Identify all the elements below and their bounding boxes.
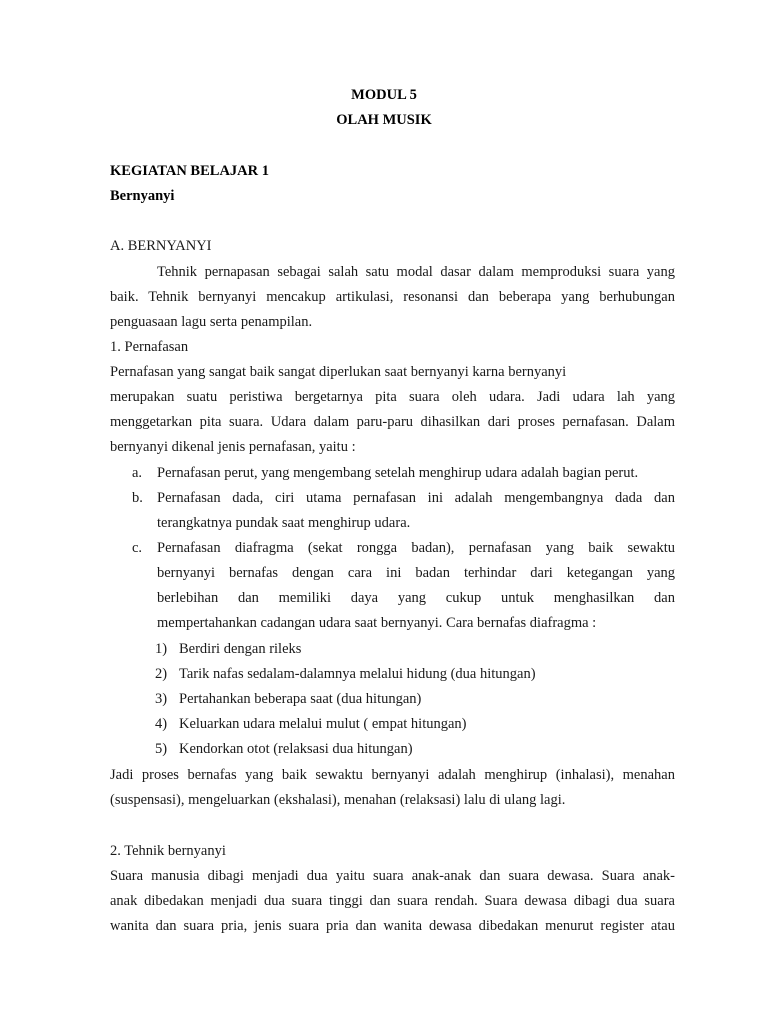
intro-line: Tehnik pernapasan sebagai salah satu modal dasar dalam memproduksi suara yang	[157, 264, 675, 280]
step-marker: 4)	[155, 716, 168, 732]
step-marker: 2)	[155, 666, 168, 682]
body-line: wanita dan suara pria, jenis suara pria dan wanita dewasa dibedakan menurut register atau	[110, 918, 675, 934]
list-marker: c.	[132, 540, 143, 556]
module-title: OLAH MUSIK	[336, 112, 432, 128]
step-text: Tarik nafas sedalam-dalamnya melalui hidung (dua hitungan)	[179, 666, 536, 682]
step-text: Pertahankan beberapa saat (dua hitungan)	[179, 691, 422, 707]
module-number: MODUL 5	[351, 87, 417, 103]
body-line: Pernafasan yang sangat baik sangat diperlukan saat bernyanyi karna bernyanyi	[110, 364, 567, 380]
body-line: bernyanyi dikenal jenis pernafasan, yaitu :	[110, 439, 356, 455]
body-line: menggetarkan pita suara. Udara dalam paru-paru dihasilkan dari proses pernafasan. Dalam	[110, 414, 675, 430]
step-text: Keluarkan udara melalui mulut ( empat hitungan)	[179, 716, 467, 732]
activity-subheading: Bernyanyi	[110, 188, 175, 204]
list-item-text: mempertahankan cadangan udara saat bernyanyi. Cara bernafas diafragma :	[157, 615, 597, 631]
intro-line: baik. Tehnik bernyanyi mencakup artikulasi, resonansi dan beberapa yang berhubungan	[110, 289, 675, 305]
step-text: Kendorkan otot (relaksasi dua hitungan)	[179, 741, 413, 757]
list-item-text: berlebihan dan memiliki daya yang cukup untuk menghasilkan dan	[157, 590, 675, 606]
conclusion-line: Jadi proses bernafas yang baik sewaktu bernyanyi adalah menghirup (inhalasi), menahan	[110, 767, 675, 783]
list-marker: b.	[132, 490, 143, 506]
body-line: merupakan suatu peristiwa bergetarnya pita suara oleh udara. Jadi udara lah yang	[110, 389, 675, 405]
list-item-text: terangkatnya pundak saat menghirup udara.	[157, 515, 411, 531]
body-line: anak dibedakan menjadi dua suara tinggi dan suara rendah. Suara dewasa dibagi dua suara	[110, 893, 675, 909]
step-text: Berdiri dengan rileks	[179, 641, 302, 657]
activity-heading: KEGIATAN BELAJAR 1	[110, 163, 269, 179]
intro-line: penguasaan lagu serta penampilan.	[110, 314, 313, 330]
conclusion-line: (suspensasi), mengeluarkan (ekshalasi), menahan (relaksasi) lalu di ulang lagi.	[110, 792, 566, 808]
step-marker: 5)	[155, 741, 168, 757]
list-item-text: bernyanyi bernafas dengan cara ini badan terhindar dari ketegangan yang	[157, 565, 675, 581]
list-item-text: Pernafasan dada, ciri utama pernafasan ini adalah mengembangnya dada dan	[157, 490, 675, 506]
step-marker: 1)	[155, 641, 168, 657]
step-marker: 3)	[155, 691, 168, 707]
list-item-text: Pernafasan perut, yang mengembang setelah menghirup udara adalah bagian perut.	[157, 465, 639, 481]
singing-heading: 2. Tehnik bernyanyi	[110, 843, 226, 859]
body-line: Suara manusia dibagi menjadi dua yaitu suara anak-anak dan suara dewasa. Suara anak-	[110, 868, 675, 884]
list-marker: a.	[132, 465, 143, 481]
section-a-heading: A. BERNYANYI	[110, 238, 212, 254]
list-item-text: Pernafasan diafragma (sekat rongga badan), pernafasan yang baik sewaktu	[157, 540, 675, 556]
breathing-heading: 1. Pernafasan	[110, 339, 189, 355]
